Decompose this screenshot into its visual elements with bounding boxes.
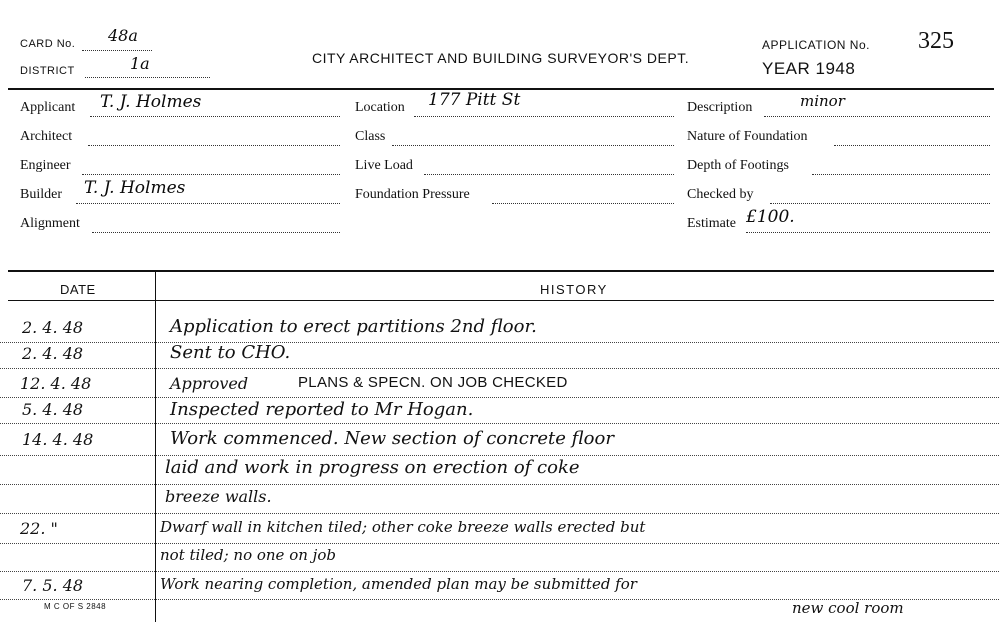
table-row-text: Work nearing completion, amended plan may be submitted for bbox=[160, 575, 637, 593]
table-row-date: 5. 4. 48 bbox=[22, 400, 84, 419]
year-label: YEAR 1948 bbox=[762, 59, 856, 78]
engineer-label: Engineer bbox=[20, 158, 71, 173]
description-line bbox=[764, 116, 990, 117]
table-row-text: Inspected reported to Mr Hogan. bbox=[170, 399, 474, 420]
table-row-text: Dwarf wall in kitchen tiled; other coke breeze walls erected but bbox=[160, 518, 646, 536]
checked-by-line bbox=[770, 203, 990, 204]
builder-label: Builder bbox=[20, 187, 62, 202]
alignment-label: Alignment bbox=[20, 216, 80, 231]
table-row-text: Work commenced. New section of concrete floor bbox=[170, 428, 614, 449]
class-label: Class bbox=[355, 129, 386, 144]
card-no-value: 48a bbox=[108, 26, 138, 45]
district-line bbox=[85, 77, 210, 78]
table-row-date: 12. 4. 48 bbox=[20, 374, 92, 393]
applicant-value: T. J. Holmes bbox=[100, 92, 202, 112]
date-column-divider bbox=[155, 270, 156, 622]
nature-line bbox=[834, 145, 990, 146]
table-row-date: 2. 4. 48 bbox=[22, 344, 84, 363]
applicant-label: Applicant bbox=[20, 100, 76, 115]
architect-line bbox=[88, 145, 340, 146]
estimate-label: Estimate bbox=[687, 216, 736, 231]
description-label: Description bbox=[687, 100, 753, 115]
history-column-header: HISTORY bbox=[540, 282, 608, 297]
live-load-label: Live Load bbox=[355, 158, 413, 173]
alignment-line bbox=[92, 232, 340, 233]
live-load-line bbox=[424, 174, 674, 175]
location-value: 177 Pitt St bbox=[428, 90, 521, 110]
estimate-line bbox=[746, 232, 990, 233]
application-label: APPLICATION No. bbox=[762, 38, 870, 52]
application-number: 325 bbox=[918, 28, 954, 54]
card-no-line bbox=[82, 50, 152, 51]
builder-line bbox=[76, 203, 340, 204]
engineer-line bbox=[82, 174, 340, 175]
depth-label: Depth of Footings bbox=[687, 158, 789, 173]
form-code: M C OF S 2848 bbox=[44, 602, 107, 611]
architect-label: Architect bbox=[20, 129, 73, 144]
inspection-stamp: PLANS & SPECN. ON JOB CHECKED bbox=[298, 374, 568, 391]
table-row-date: 22. " bbox=[20, 519, 58, 538]
foundation-pressure-label: Foundation Pressure bbox=[355, 187, 470, 202]
foundation-pressure-line bbox=[492, 203, 674, 204]
district-label: DISTRICT bbox=[20, 65, 75, 77]
estimate-value: £100. bbox=[746, 207, 795, 227]
table-row-text: Sent to CHO. bbox=[170, 342, 291, 363]
table-row-text: not tiled; no one on job bbox=[160, 546, 336, 564]
location-line bbox=[414, 116, 674, 117]
applicant-line bbox=[90, 116, 340, 117]
location-label: Location bbox=[355, 100, 405, 115]
description-value: minor bbox=[800, 92, 845, 110]
district-value: 1a bbox=[130, 54, 150, 73]
department-title: CITY ARCHITECT AND BUILDING SURVEYOR'S DEPT. bbox=[312, 50, 690, 66]
table-row-text: Approved bbox=[170, 374, 249, 393]
depth-line bbox=[812, 174, 990, 175]
table-row-text: new cool room bbox=[792, 599, 904, 617]
class-line bbox=[392, 145, 674, 146]
checked-by-label: Checked by bbox=[687, 187, 754, 202]
card-no-label: CARD No. bbox=[20, 38, 76, 50]
builder-value: T. J. Holmes bbox=[84, 178, 186, 198]
table-row-date: 2. 4. 48 bbox=[22, 318, 84, 337]
table-row-text: laid and work in progress on erection of coke bbox=[165, 457, 580, 478]
date-column-header: DATE bbox=[60, 282, 96, 297]
table-row-text: breeze walls. bbox=[165, 487, 272, 506]
nature-label: Nature of Foundation bbox=[687, 129, 808, 144]
table-row-date: 14. 4. 48 bbox=[22, 430, 94, 449]
table-row-text: Application to erect partitions 2nd floor. bbox=[170, 316, 537, 337]
table-row-date: 7. 5. 48 bbox=[22, 576, 84, 595]
